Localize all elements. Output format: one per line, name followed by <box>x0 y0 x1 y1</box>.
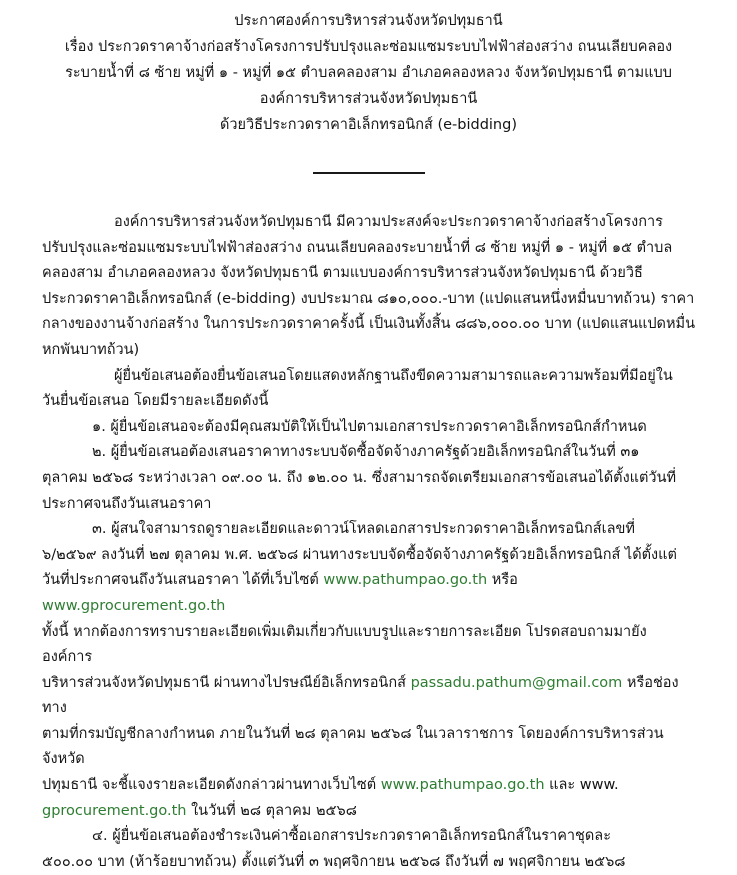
header-line-3: ระบายน้ำที่ ๘ ซ้าย หมู่ที่ ๑ - หมู่ที่ ๑๕ ตำบลคลองสาม อำเภอคลองหลวง จังหวัดปทุมธานี ตามแบบ <box>65 65 672 81</box>
paragraph <box>42 389 695 415</box>
text-run: องค์การบริหารส่วนจังหวัดปทุมธานี มีความประสงค์จะประกวดราคาจ้างก่อสร้างโครงการ <box>114 214 663 230</box>
text-run: ปรับปรุงและซ่อมแซมระบบไฟฟ้าส่องสว่าง ถนนเลียบคลองระบายน้ำที่ ๘ ซ้าย หมู่ที่ ๑ - หมู่ที่ ๑๕ ตำบล <box>42 239 673 256</box>
document-body <box>42 210 695 875</box>
document-header <box>42 8 695 138</box>
text-run: ตามที่กรมบัญชีกลางกำหนด ภายในวันที่ ๒๘ ตุลาคม ๒๕๖๘ ในเวลาราชการ โดยองค์การบริหารส่วนจังหวัด <box>42 725 664 768</box>
paragraph <box>42 415 695 441</box>
text-run: ปทุมธานี จะชี้แจงรายละเอียดดังกล่าวผ่านทางเว็บไซต์ <box>42 777 381 794</box>
text-run: ๒. ผู้ยื่นข้อเสนอต้องเสนอราคาทางระบบจัดซื้อจัดจ้างภาครัฐด้วยอิเล็กทรอนิกส์ในวันที่ ๓๑ <box>92 444 640 461</box>
external-link[interactable]: passadu.pathum@gmail.com <box>410 674 623 691</box>
paragraph <box>42 492 695 518</box>
text-run: หรือช่องทาง <box>42 674 679 717</box>
external-link[interactable]: www.pathumpao.go.th <box>380 777 545 794</box>
header-divider <box>42 172 695 174</box>
paragraph <box>42 338 695 364</box>
text-run: ๓. ผู้สนใจสามารถดูรายละเอียดและดาวน์โหลดเอกสารประกวดราคาอิเล็กทรอนิกส์เลขที่ <box>92 521 635 538</box>
text-run: ตุลาคม ๒๕๖๘ ระหว่างเวลา ๐๙.๐๐ น. ถึง ๑๒.๐๐ น. ซึ่งสามารถจัดเตรียมเอกสารข้อเสนอได้ตั้งแต่วันที่ <box>42 469 677 486</box>
text-run: ประกวดราคาอิเล็กทรอนิกส์ (e-bidding) งบประมาณ ๘๑๐,๐๐๐.-บาท (แปดแสนหนึ่งหมื่นบาทถ้วน) ราคา <box>42 290 695 307</box>
paragraph <box>42 440 695 466</box>
paragraph <box>42 364 695 390</box>
paragraph <box>42 517 695 543</box>
text-run: ๑. ผู้ยื่นข้อเสนอจะต้องมีคุณสมบัติให้เป็นไปตามเอกสารประกวดราคาอิเล็กทรอนิกส์กำหนด <box>92 418 647 435</box>
paragraph <box>42 824 695 850</box>
paragraph <box>42 312 695 338</box>
header-line-4: องค์การบริหารส่วนจังหวัดปทุมธานี <box>259 91 478 107</box>
text-run: บริหารส่วนจังหวัดปทุมธานี ผ่านทางไปรษณีย์อิเล็กทรอนิกส์ <box>42 674 411 691</box>
text-run: คลองสาม อำเภอคลองหลวง จังหวัดปทุมธานี ตามแบบองค์การบริหารส่วนจังหวัดปทุมธานี ด้วยวิธี <box>42 265 643 282</box>
external-link[interactable]: www.gprocurement.go.th <box>42 597 226 614</box>
paragraph <box>42 466 695 492</box>
header-line-2: เรื่อง ประกวดราคาจ้างก่อสร้างโครงการปรับปรุงและซ่อมแซมระบบไฟฟ้าส่องสว่าง ถนนเลียบคลอง <box>64 39 673 55</box>
paragraph <box>42 799 695 825</box>
paragraph <box>42 261 695 287</box>
paragraph <box>42 773 695 799</box>
external-link[interactable]: gprocurement.go.th <box>42 802 187 819</box>
paragraph <box>42 722 695 773</box>
text-run: วันยื่นข้อเสนอ โดยมีรายละเอียดดังนี้ <box>42 393 269 410</box>
paragraph <box>42 568 695 619</box>
paragraph <box>42 236 695 262</box>
text-run: ในวันที่ ๒๘ ตุลาคม ๒๕๖๘ <box>186 802 357 819</box>
header-line-1: ประกาศองค์การบริหารส่วนจังหวัดปทุมธานี <box>234 13 503 29</box>
text-run: วันที่ประกาศจนถึงวันเสนอราคา ได้ที่เว็บไซต์ <box>42 572 324 589</box>
text-run: ๔. ผู้ยื่นข้อเสนอต้องชำระเงินค่าซื้อเอกสารประกวดราคาอิเล็กทรอนิกส์ในราคาชุดละ <box>92 828 611 845</box>
header-line-5: ด้วยวิธีประกวดราคาอิเล็กทรอนิกส์ (e-bidding) <box>219 117 517 133</box>
external-link[interactable]: www.pathumpao.go.th <box>323 572 488 589</box>
text-run: ๖/๒๕๖๙ ลงวันที่ ๒๗ ตุลาคม พ.ศ. ๒๕๖๘ ผ่านทางระบบจัดซื้อจัดจ้างภาครัฐด้วยอิเล็กทรอนิกส์ ได้ตั้งแต่ <box>42 546 677 563</box>
text-run: และ www. <box>544 777 619 794</box>
text-run: หกพันบาทถ้วน) <box>42 341 140 358</box>
divider-rule <box>313 172 425 174</box>
paragraph <box>42 671 695 722</box>
paragraph <box>42 210 695 236</box>
text-run: ประกาศจนถึงวันเสนอราคา <box>42 495 212 512</box>
text-run: กลางของงานจ้างก่อสร้าง ในการประกวดราคาครั้งนี้ เป็นเงินทั้งสิ้น ๘๘๖,๐๐๐.๐๐ บาท (แปดแสนแปดหมื่น <box>42 316 696 333</box>
text-run: ผู้ยื่นข้อเสนอต้องยื่นข้อเสนอโดยแสดงหลักฐานถึงขีดความสามารถและความพร้อมที่มีอยู่ใน <box>114 367 673 384</box>
paragraph <box>42 287 695 313</box>
text-run: ๕๐๐.๐๐ บาท (ห้าร้อยบาทถ้วน) ตั้งแต่วันที่ ๓ พฤศจิกายน ๒๕๖๘ ถึงวันที่ ๗ พฤศจิกายน ๒๕๖๘ <box>42 853 626 870</box>
paragraph <box>42 543 695 569</box>
text-run: ทั้งนี้ หากต้องการทราบรายละเอียดเพิ่มเติมเกี่ยวกับแบบรูปและรายการละเอียด โปรดสอบถามมายัง องค์การ <box>42 623 647 666</box>
text-run: หรือ <box>487 572 518 589</box>
paragraph <box>42 620 695 671</box>
paragraph <box>42 850 695 875</box>
